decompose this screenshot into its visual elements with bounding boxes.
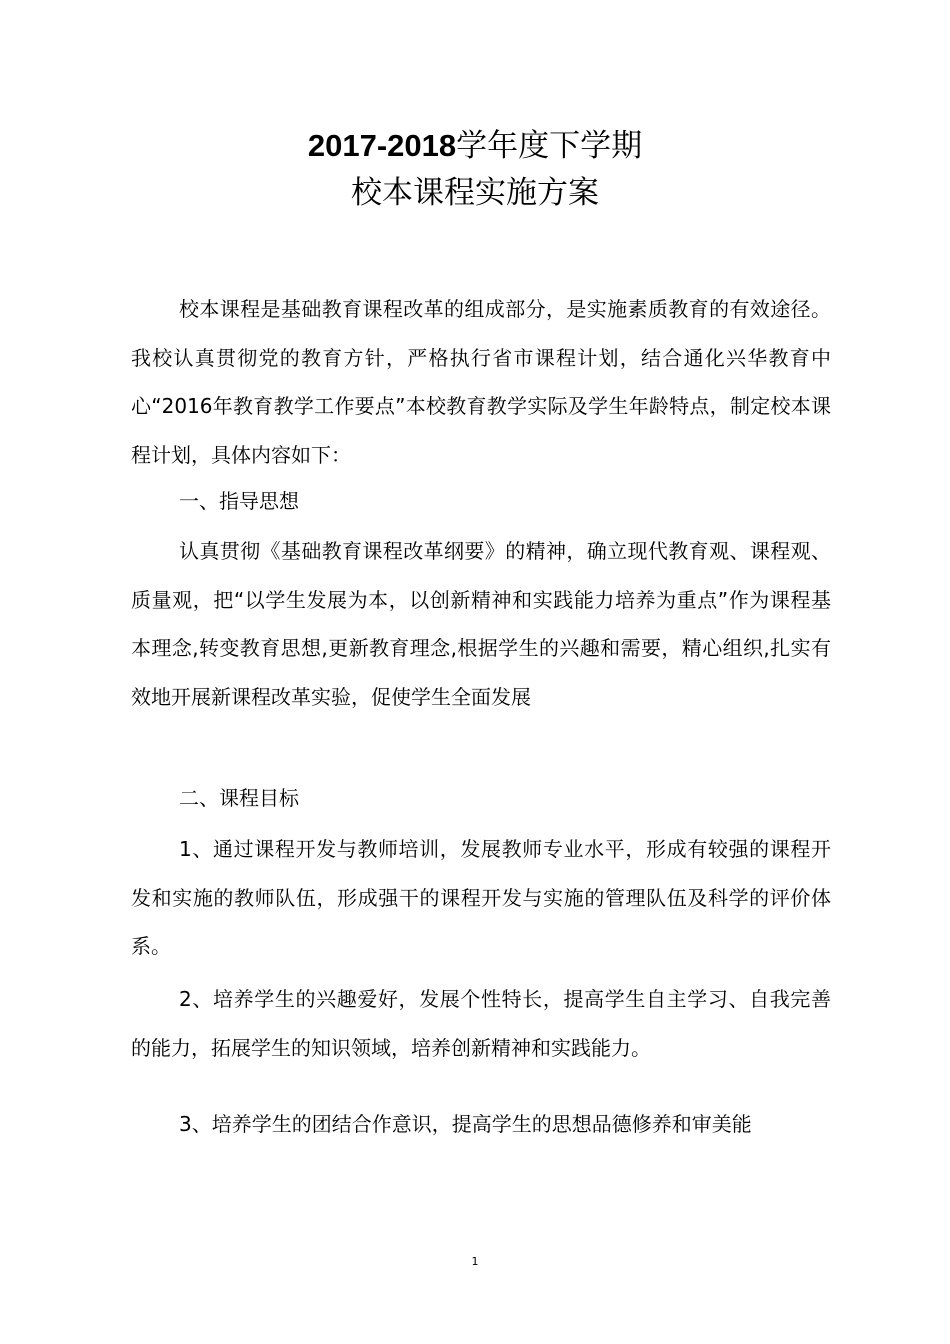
section-heading-guiding-thought: 一、指导思想 — [179, 489, 299, 513]
goal-2-paragraph: 2、培养学生的兴趣爱好，发展个性特长，提高学生自主学习、自我完善的能力，拓展学生的知识领域，培养创新精神和实践能力。 — [131, 987, 831, 1060]
guiding-thought-paragraph: 认真贯彻《基础教育课程改革纲要》的精神，确立现代教育观、课程观、质量观，把“以学生发展为本，以创新精神和实践能力培养为重点”作为课程基本理念,转变教育思想,更新教育理念,根据学生的兴趣和需要，精心组织,扎实有效地开展新课程改革实验，促使学生全面发展 — [131, 539, 831, 710]
document-subtitle: 校本课程实施方案 — [351, 175, 599, 211]
goal-1-paragraph: 1、通过课程开发与教师培训，发展教师专业水平，形成有较强的课程开发和实施的教师队伍，形成强干的课程开发与实施的管理队伍及科学的评价体系。 — [131, 837, 831, 959]
title-year: 2017-2018 — [307, 128, 457, 163]
section-heading-course-goals: 二、课程目标 — [179, 786, 299, 810]
document-title — [0, 126, 950, 166]
title-term: 学年度下学期 — [456, 128, 643, 164]
page-number: 1 — [471, 1255, 479, 1268]
goal-3-paragraph: 3、培养学生的团结合作意识，提高学生的思想品德修养和审美能 — [179, 1112, 752, 1136]
intro-paragraph: 校本课程是基础教育课程改革的组成部分，是实施素质教育的有效途径。我校认真贯彻党的教育方针，严格执行省市课程计划，结合通化兴华教育中心“2016年教育教学工作要点”本校教育教学实际及学生年龄特点，制定校本课程计划，具体内容如下： — [131, 297, 831, 468]
